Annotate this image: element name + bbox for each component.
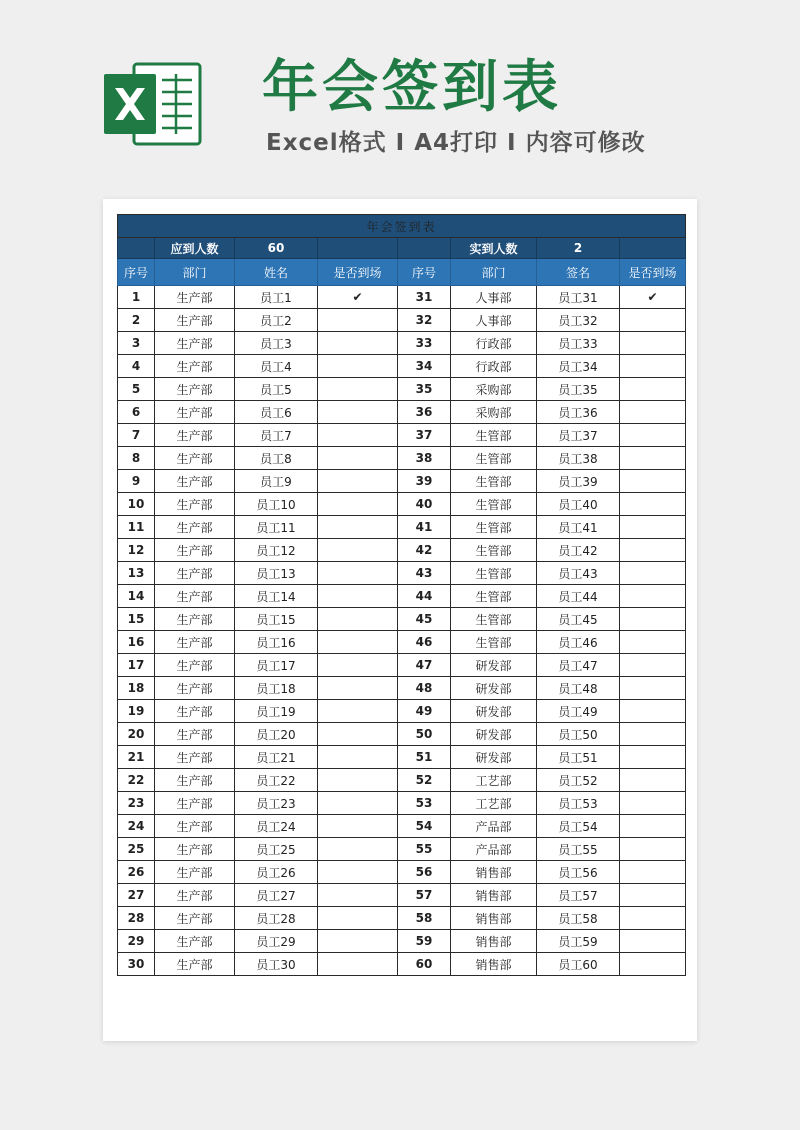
table-row <box>118 723 686 746</box>
dept-cell: 行政部 <box>451 332 537 355</box>
name-cell: 员工23 <box>235 792 318 815</box>
dept-cell: 生管部 <box>451 562 537 585</box>
signature-cell[interactable]: 员工46 <box>537 631 620 654</box>
signature-cell[interactable]: 员工53 <box>537 792 620 815</box>
dept-cell: 生产部 <box>155 447 235 470</box>
present-cell[interactable] <box>318 608 398 631</box>
dept-cell: 生产部 <box>155 378 235 401</box>
signature-cell[interactable]: 员工37 <box>537 424 620 447</box>
seq-cell: 32 <box>398 309 451 332</box>
seq-cell: 60 <box>398 953 451 976</box>
page-subtitle: Excel格式 I A4打印 I 内容可修改 <box>266 130 646 156</box>
dept-cell: 生产部 <box>155 769 235 792</box>
signature-cell[interactable]: 员工55 <box>537 838 620 861</box>
col-header-present: 是否到场 <box>318 259 398 286</box>
name-cell: 员工24 <box>235 815 318 838</box>
dept-cell: 销售部 <box>451 907 537 930</box>
seq-cell: 56 <box>398 861 451 884</box>
dept-cell: 生产部 <box>155 585 235 608</box>
signature-cell[interactable]: 员工50 <box>537 723 620 746</box>
dept-cell: 生产部 <box>155 562 235 585</box>
name-cell: 员工2 <box>235 309 318 332</box>
present-cell[interactable] <box>318 746 398 769</box>
name-cell: 员工26 <box>235 861 318 884</box>
seq-cell: 33 <box>398 332 451 355</box>
col-header-dept: 部门 <box>451 259 537 286</box>
present-cell[interactable] <box>318 470 398 493</box>
signature-cell[interactable]: 员工32 <box>537 309 620 332</box>
table-row <box>118 562 686 585</box>
dept-cell: 生产部 <box>155 286 235 309</box>
present-cell[interactable] <box>318 493 398 516</box>
table-row <box>118 401 686 424</box>
present-cell[interactable] <box>318 953 398 976</box>
present-cell[interactable] <box>620 792 686 815</box>
table-row <box>118 930 686 953</box>
col-header-seq: 序号 <box>398 259 451 286</box>
signature-cell[interactable]: 员工39 <box>537 470 620 493</box>
signature-cell[interactable]: 员工58 <box>537 907 620 930</box>
table-row <box>118 838 686 861</box>
table-row <box>118 286 686 309</box>
table-row <box>118 309 686 332</box>
seq-cell: 35 <box>398 378 451 401</box>
seq-cell: 38 <box>398 447 451 470</box>
seq-cell: 39 <box>398 470 451 493</box>
signature-cell[interactable]: 员工38 <box>537 447 620 470</box>
seq-cell: 10 <box>118 493 155 516</box>
seq-cell: 44 <box>398 585 451 608</box>
dept-cell: 生产部 <box>155 493 235 516</box>
dept-cell: 生管部 <box>451 516 537 539</box>
page-title: 年会签到表 <box>262 55 562 120</box>
seq-cell: 41 <box>398 516 451 539</box>
seq-cell: 17 <box>118 654 155 677</box>
present-cell[interactable] <box>318 631 398 654</box>
seq-cell: 27 <box>118 884 155 907</box>
dept-cell: 生产部 <box>155 953 235 976</box>
signature-cell[interactable]: 员工52 <box>537 769 620 792</box>
present-cell[interactable] <box>620 677 686 700</box>
dept-cell: 生产部 <box>155 654 235 677</box>
summary-blank <box>620 238 686 259</box>
seq-cell: 36 <box>398 401 451 424</box>
dept-cell: 研发部 <box>451 700 537 723</box>
seq-cell: 57 <box>398 884 451 907</box>
table-row <box>118 447 686 470</box>
present-cell[interactable] <box>318 516 398 539</box>
present-cell[interactable] <box>620 700 686 723</box>
dept-cell: 研发部 <box>451 677 537 700</box>
dept-cell: 生管部 <box>451 424 537 447</box>
dept-cell: 销售部 <box>451 953 537 976</box>
signature-cell[interactable]: 员工36 <box>537 401 620 424</box>
seq-cell: 20 <box>118 723 155 746</box>
sign-in-table <box>117 214 686 976</box>
present-cell[interactable] <box>620 470 686 493</box>
seq-cell: 19 <box>118 700 155 723</box>
name-cell: 员工8 <box>235 447 318 470</box>
dept-cell: 生管部 <box>451 447 537 470</box>
table-row <box>118 585 686 608</box>
dept-cell: 生产部 <box>155 516 235 539</box>
present-cell[interactable] <box>318 700 398 723</box>
table-row <box>118 355 686 378</box>
present-cell[interactable] <box>318 355 398 378</box>
name-cell: 员工22 <box>235 769 318 792</box>
col-header-signature: 签名 <box>537 259 620 286</box>
name-cell: 员工3 <box>235 332 318 355</box>
dept-cell: 生产部 <box>155 792 235 815</box>
present-cell[interactable] <box>318 838 398 861</box>
signature-cell[interactable]: 员工31 <box>537 286 620 309</box>
name-cell: 员工9 <box>235 470 318 493</box>
col-header-dept: 部门 <box>155 259 235 286</box>
name-cell: 员工19 <box>235 700 318 723</box>
name-cell: 员工14 <box>235 585 318 608</box>
table-row <box>118 654 686 677</box>
dept-cell: 生产部 <box>155 631 235 654</box>
expected-label: 应到人数 <box>155 238 235 259</box>
table-row <box>118 884 686 907</box>
dept-cell: 生产部 <box>155 907 235 930</box>
present-cell[interactable]: ✔ <box>620 286 686 309</box>
table-row <box>118 332 686 355</box>
name-cell: 员工5 <box>235 378 318 401</box>
signature-cell[interactable]: 员工35 <box>537 378 620 401</box>
seq-cell: 30 <box>118 953 155 976</box>
present-cell[interactable] <box>620 953 686 976</box>
dept-cell: 生产部 <box>155 424 235 447</box>
seq-cell: 58 <box>398 907 451 930</box>
seq-cell: 45 <box>398 608 451 631</box>
seq-cell: 37 <box>398 424 451 447</box>
present-cell[interactable] <box>318 815 398 838</box>
name-cell: 员工1 <box>235 286 318 309</box>
dept-cell: 研发部 <box>451 654 537 677</box>
signature-cell[interactable]: 员工60 <box>537 953 620 976</box>
seq-cell: 23 <box>118 792 155 815</box>
seq-cell: 28 <box>118 907 155 930</box>
signature-cell[interactable]: 员工33 <box>537 332 620 355</box>
table-row <box>118 953 686 976</box>
dept-cell: 行政部 <box>451 355 537 378</box>
seq-cell: 1 <box>118 286 155 309</box>
dept-cell: 销售部 <box>451 861 537 884</box>
seq-cell: 21 <box>118 746 155 769</box>
present-cell[interactable] <box>318 861 398 884</box>
col-header-seq: 序号 <box>118 259 155 286</box>
present-cell[interactable] <box>620 631 686 654</box>
signature-cell[interactable]: 员工48 <box>537 677 620 700</box>
present-cell[interactable] <box>318 654 398 677</box>
dept-cell: 人事部 <box>451 286 537 309</box>
seq-cell: 31 <box>398 286 451 309</box>
name-cell: 员工13 <box>235 562 318 585</box>
name-cell: 员工12 <box>235 539 318 562</box>
dept-cell: 采购部 <box>451 378 537 401</box>
dept-cell: 生产部 <box>155 746 235 769</box>
dept-cell: 生管部 <box>451 470 537 493</box>
present-cell[interactable] <box>620 861 686 884</box>
summary-blank <box>398 238 451 259</box>
present-cell[interactable] <box>318 401 398 424</box>
name-cell: 员工10 <box>235 493 318 516</box>
present-cell[interactable] <box>318 884 398 907</box>
present-cell[interactable] <box>620 930 686 953</box>
signature-cell[interactable]: 员工57 <box>537 884 620 907</box>
seq-cell: 2 <box>118 309 155 332</box>
present-cell[interactable] <box>620 585 686 608</box>
table-row <box>118 792 686 815</box>
seq-cell: 16 <box>118 631 155 654</box>
table-row <box>118 746 686 769</box>
present-cell[interactable] <box>318 424 398 447</box>
present-cell[interactable] <box>620 309 686 332</box>
signature-cell[interactable]: 员工42 <box>537 539 620 562</box>
table-row <box>118 539 686 562</box>
dept-cell: 生产部 <box>155 838 235 861</box>
sheet-title: 年会签到表 <box>118 215 686 238</box>
dept-cell: 产品部 <box>451 815 537 838</box>
seq-cell: 5 <box>118 378 155 401</box>
seq-cell: 40 <box>398 493 451 516</box>
dept-cell: 生产部 <box>155 815 235 838</box>
seq-cell: 29 <box>118 930 155 953</box>
seq-cell: 4 <box>118 355 155 378</box>
summary-row <box>118 238 686 259</box>
dept-cell: 生产部 <box>155 401 235 424</box>
name-cell: 员工7 <box>235 424 318 447</box>
present-cell[interactable] <box>318 769 398 792</box>
signature-cell[interactable]: 员工44 <box>537 585 620 608</box>
present-cell[interactable] <box>318 585 398 608</box>
signature-cell[interactable]: 员工43 <box>537 562 620 585</box>
name-cell: 员工15 <box>235 608 318 631</box>
expected-value[interactable]: 60 <box>235 238 318 259</box>
present-cell[interactable] <box>620 332 686 355</box>
present-cell[interactable] <box>318 723 398 746</box>
seq-cell: 25 <box>118 838 155 861</box>
dept-cell: 生产部 <box>155 930 235 953</box>
signature-cell[interactable]: 员工56 <box>537 861 620 884</box>
signature-cell[interactable]: 员工54 <box>537 815 620 838</box>
name-cell: 员工27 <box>235 884 318 907</box>
seq-cell: 59 <box>398 930 451 953</box>
seq-cell: 42 <box>398 539 451 562</box>
signature-cell[interactable]: 员工49 <box>537 700 620 723</box>
dept-cell: 生产部 <box>155 539 235 562</box>
excel-logo-icon <box>100 58 204 150</box>
present-cell[interactable] <box>620 562 686 585</box>
present-cell[interactable] <box>318 930 398 953</box>
dept-cell: 生产部 <box>155 861 235 884</box>
name-cell: 员工18 <box>235 677 318 700</box>
seq-cell: 46 <box>398 631 451 654</box>
dept-cell: 人事部 <box>451 309 537 332</box>
signature-cell[interactable]: 员工40 <box>537 493 620 516</box>
dept-cell: 生管部 <box>451 631 537 654</box>
present-cell[interactable] <box>318 792 398 815</box>
present-cell[interactable] <box>318 562 398 585</box>
dept-cell: 生产部 <box>155 355 235 378</box>
present-cell[interactable] <box>318 907 398 930</box>
table-row <box>118 516 686 539</box>
seq-cell: 51 <box>398 746 451 769</box>
seq-cell: 54 <box>398 815 451 838</box>
col-header-present: 是否到场 <box>620 259 686 286</box>
present-cell[interactable] <box>318 332 398 355</box>
present-cell[interactable] <box>620 723 686 746</box>
dept-cell: 生产部 <box>155 470 235 493</box>
actual-value[interactable]: 2 <box>537 238 620 259</box>
dept-cell: 生管部 <box>451 585 537 608</box>
name-cell: 员工16 <box>235 631 318 654</box>
present-cell[interactable] <box>318 309 398 332</box>
signature-cell[interactable]: 员工47 <box>537 654 620 677</box>
dept-cell: 工艺部 <box>451 792 537 815</box>
present-cell[interactable] <box>620 539 686 562</box>
name-cell: 员工17 <box>235 654 318 677</box>
dept-cell: 工艺部 <box>451 769 537 792</box>
seq-cell: 6 <box>118 401 155 424</box>
present-cell[interactable] <box>620 447 686 470</box>
name-cell: 员工30 <box>235 953 318 976</box>
dept-cell: 销售部 <box>451 930 537 953</box>
seq-cell: 7 <box>118 424 155 447</box>
table-row <box>118 815 686 838</box>
present-cell[interactable] <box>620 493 686 516</box>
present-cell[interactable] <box>620 746 686 769</box>
seq-cell: 9 <box>118 470 155 493</box>
seq-cell: 22 <box>118 769 155 792</box>
name-cell: 员工25 <box>235 838 318 861</box>
actual-label: 实到人数 <box>451 238 537 259</box>
seq-cell: 12 <box>118 539 155 562</box>
present-cell[interactable] <box>620 516 686 539</box>
present-cell[interactable] <box>620 424 686 447</box>
table-row <box>118 631 686 654</box>
seq-cell: 13 <box>118 562 155 585</box>
signature-cell[interactable]: 员工45 <box>537 608 620 631</box>
dept-cell: 生产部 <box>155 309 235 332</box>
signature-cell[interactable]: 员工41 <box>537 516 620 539</box>
seq-cell: 34 <box>398 355 451 378</box>
present-cell[interactable] <box>620 838 686 861</box>
name-cell: 员工20 <box>235 723 318 746</box>
name-cell: 员工4 <box>235 355 318 378</box>
name-cell: 员工11 <box>235 516 318 539</box>
signature-cell[interactable]: 员工34 <box>537 355 620 378</box>
table-row <box>118 470 686 493</box>
seq-cell: 24 <box>118 815 155 838</box>
present-cell[interactable] <box>318 378 398 401</box>
seq-cell: 48 <box>398 677 451 700</box>
present-cell[interactable] <box>620 378 686 401</box>
seq-cell: 11 <box>118 516 155 539</box>
table-row <box>118 907 686 930</box>
table-row <box>118 769 686 792</box>
seq-cell: 47 <box>398 654 451 677</box>
page-header <box>0 0 800 190</box>
dept-cell: 生产部 <box>155 608 235 631</box>
seq-cell: 15 <box>118 608 155 631</box>
present-cell[interactable] <box>620 815 686 838</box>
col-header-name: 姓名 <box>235 259 318 286</box>
dept-cell: 研发部 <box>451 746 537 769</box>
dept-cell: 生产部 <box>155 332 235 355</box>
summary-blank <box>318 238 398 259</box>
present-cell[interactable] <box>620 884 686 907</box>
seq-cell: 14 <box>118 585 155 608</box>
table-row <box>118 378 686 401</box>
present-cell[interactable] <box>620 907 686 930</box>
name-cell: 员工6 <box>235 401 318 424</box>
present-cell[interactable] <box>620 355 686 378</box>
dept-cell: 生产部 <box>155 700 235 723</box>
dept-cell: 生管部 <box>451 608 537 631</box>
seq-cell: 53 <box>398 792 451 815</box>
seq-cell: 49 <box>398 700 451 723</box>
seq-cell: 18 <box>118 677 155 700</box>
dept-cell: 产品部 <box>451 838 537 861</box>
table-row <box>118 677 686 700</box>
signature-cell[interactable]: 员工59 <box>537 930 620 953</box>
signature-cell[interactable]: 员工51 <box>537 746 620 769</box>
summary-blank <box>118 238 155 259</box>
present-cell[interactable] <box>620 608 686 631</box>
table-row <box>118 861 686 884</box>
table-row <box>118 700 686 723</box>
name-cell: 员工21 <box>235 746 318 769</box>
present-cell[interactable] <box>620 401 686 424</box>
dept-cell: 采购部 <box>451 401 537 424</box>
dept-cell: 生管部 <box>451 539 537 562</box>
name-cell: 员工28 <box>235 907 318 930</box>
name-cell: 员工29 <box>235 930 318 953</box>
dept-cell: 生产部 <box>155 677 235 700</box>
present-cell[interactable] <box>620 654 686 677</box>
table-row <box>118 424 686 447</box>
table-row <box>118 608 686 631</box>
dept-cell: 研发部 <box>451 723 537 746</box>
present-cell[interactable] <box>318 539 398 562</box>
seq-cell: 43 <box>398 562 451 585</box>
seq-cell: 50 <box>398 723 451 746</box>
dept-cell: 生产部 <box>155 884 235 907</box>
table-row <box>118 493 686 516</box>
seq-cell: 8 <box>118 447 155 470</box>
seq-cell: 55 <box>398 838 451 861</box>
seq-cell: 52 <box>398 769 451 792</box>
column-header-row <box>118 259 686 286</box>
dept-cell: 生管部 <box>451 493 537 516</box>
dept-cell: 销售部 <box>451 884 537 907</box>
seq-cell: 3 <box>118 332 155 355</box>
present-cell[interactable] <box>620 769 686 792</box>
dept-cell: 生产部 <box>155 723 235 746</box>
present-cell[interactable] <box>318 677 398 700</box>
present-cell[interactable] <box>318 447 398 470</box>
present-cell[interactable]: ✔ <box>318 286 398 309</box>
seq-cell: 26 <box>118 861 155 884</box>
